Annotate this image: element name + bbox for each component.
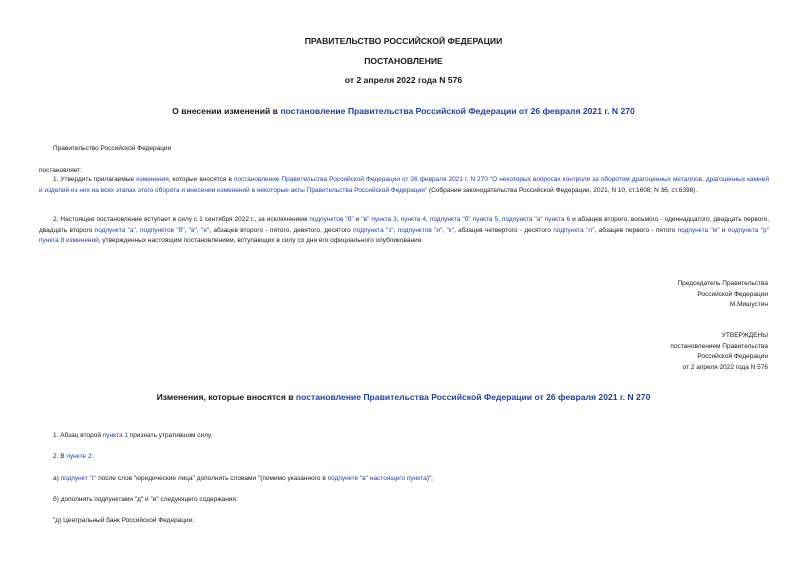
subitem-link[interactable]: подпункта "з" [353, 226, 394, 234]
subitem-link[interactable]: подпункта "л" [553, 226, 595, 234]
approval-block [500, 331, 768, 374]
change-item-2d: "д) Центральный банк Российской Федерации; [53, 517, 195, 524]
subitem-link[interactable]: "е" [201, 226, 210, 234]
change-item-2b: б) дополнить подпунктами "д" и "е" следующего содержания: [53, 496, 238, 503]
subitem-link[interactable]: подпункте "в" настоящего пункта [327, 475, 427, 482]
subitem-link[interactable]: подпункта "р" пункта 8 [39, 226, 769, 245]
subitem-link[interactable]: подпункта "а" [94, 226, 136, 234]
change-item-2a: а) подпункт "г" после слов "юридические лица" дополнить словами "(помимо указанного в подпункте "в" настоящего пункта)"; [53, 475, 433, 482]
issuer: Правительство Российской Федерации [53, 145, 172, 152]
approval-heading: УТВЕРЖДЕНЫ [721, 332, 768, 339]
changes-title: Изменения, которые вносятся в постановление Правительства Российской Федерации от 26 февраля 2021 г. N 270 [156, 392, 651, 402]
signature-block [500, 279, 768, 311]
signature-org: Российской Федерации [697, 290, 768, 298]
approval-line-4: от 2 апреля 2022 года N 576 [682, 364, 768, 372]
subitem-link[interactable]: подпункт "г" [60, 475, 97, 482]
subitem-link[interactable]: "к" [446, 226, 454, 234]
changes-link[interactable]: изменений [66, 237, 99, 245]
change-item-2: 2. В пункте 2: [53, 453, 94, 460]
paragraph-1: 1. Утвердить прилагаемые изменения, которые вносятся в постановление Правительства Российской Федерации от 26 февраля 2021 г. N 270 "О некоторых вопросах контроля за оборотом драгоценных металлов, драгоценных камней и изделий из них на всех этапах этого оборота и внесении изменений в некоторые акты Правительства Российской Федерации" (Собрание законодательства Российской Федерации, 2021, N 10, ст.1608; N 36, ст.6398). [39, 176, 769, 194]
approval-line-3: Российской Федерации [697, 353, 768, 361]
change-item-1: 1. Абзац второй пункта 1 признать утратившим силу. [53, 432, 213, 439]
item-link[interactable]: пункта 4 [400, 216, 427, 223]
subitem-link[interactable]: "в" [188, 226, 197, 234]
signature-name: М.Мишустин [729, 301, 768, 309]
document-date-number: от 2 апреля 2022 года N 576 [344, 75, 463, 85]
subitem-link[interactable]: подпунктов "и" [397, 226, 443, 234]
government-heading: ПРАВИТЕЛЬСТВО РОССИЙСКОЙ ФЕДЕРАЦИИ [304, 36, 503, 46]
subitem-link[interactable]: "в" пункта 3 [361, 216, 397, 223]
title-link[interactable]: постановление Правительства Российской Федерации от 26 февраля 2021 г. N 270 [280, 106, 635, 116]
signature-position: Председатель Правительства [677, 280, 768, 287]
document-type: ПОСТАНОВЛЕНИЕ [364, 56, 443, 66]
resolution-270-title-link[interactable]: "О некоторых вопросах контроля за оборотом драгоценных металлов, драгоценных камней и изделий из них на всех этапах этого оборота и внесении изменений в некоторые акты Правительства Российской Федерации" [39, 176, 769, 194]
title-prefix: О внесении изменений в [172, 106, 281, 116]
decrees-label: постановляет: [39, 167, 82, 174]
subitem-link[interactable]: подпункта "б" пункта 5 [429, 216, 499, 223]
subitem-link[interactable]: подпункта "м" [677, 226, 720, 234]
item-link[interactable]: пункта 1 [102, 432, 128, 439]
changes-link[interactable]: изменения [136, 176, 169, 183]
approval-line-2: постановлением Правительства [670, 342, 768, 350]
item-link[interactable]: пункте 2 [66, 453, 92, 460]
subitem-link[interactable]: подпункта "а" пункта 6 [501, 216, 571, 223]
subitem-link[interactable]: подпунктов "б" [309, 216, 354, 223]
subitem-link[interactable]: подпунктов "б" [139, 226, 185, 234]
changes-title-link[interactable]: постановление Правительства Российской Федерации от 26 февраля 2021 г. N 270 [295, 392, 651, 402]
resolution-270-link[interactable]: постановление Правительства Российской Федерации от 26 февраля 2021 г. N 270 [233, 176, 488, 183]
document-title [0, 106, 807, 116]
paragraph-2: 2. Настоящее постановление вступает в силу с 1 сентября 2022 г., за исключением подпунктов "б" и "в" пункта 3, пункта 4, подпункта "б" пункта 5, подпункта "а" пункта 6 и абзацев второго, восьмого - одиннадцатого, двадцать первого, двадцать второго подпункта "а", подпунктов "б", "в", "е", абзацев второго - пятого, девятого, десятого подпункта "з", подпунктов "и", "к", абзацев четвертого - десятого подпункта "л", абзацев первого - пятого подпункта "м" и подпункта "р" пункта 8 изменений, утвержденных настоящим постановлением, вступающих в силу со дня его официального опубликования. [39, 216, 769, 245]
